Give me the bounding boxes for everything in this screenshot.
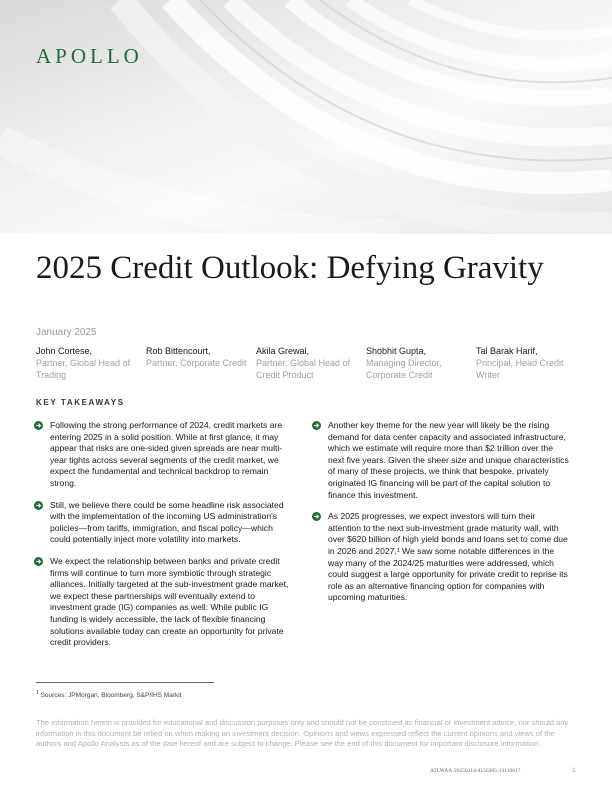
takeaway-item [312,511,570,604]
author-name: Tal Barak Harif, [476,346,538,356]
publication-date: January 2025 [36,327,97,338]
document-code: ATLWAA-20250114-4156305-13119617 [430,768,521,774]
abstract-waves-graphic [0,0,612,234]
author [476,345,584,381]
author-role: Principal, Head Credit Writer [476,358,564,380]
author-name: Shobhit Gupta, [366,346,427,356]
takeaway-item [34,500,292,546]
arrow-right-circle-icon [34,421,43,430]
page-number: 1 [572,768,576,774]
takeaway-text: Still, we believe there could be some headline risk associated with the implementation of the incoming US administration's policies—from tariffs, immigration, and fiscal policy—which could potentially inject more volatility into markets. [50,499,284,545]
arrow-right-circle-icon [312,421,321,430]
author-name: Rob Bittencourt, [146,346,211,356]
author-role: Managing Director, Corporate Credit [366,358,442,380]
takeaway-text: We expect the relationship between banks and private credit firms will continue to turn more symbiotic through strategic alliances. Initially targeted at the sub-investment grade market, we expect these partnerships will eventually extend to investment grade (IG) companies as well: While public IG funding is widely accessible, the lack of flexible financing solutions available today can create an opportunity for private credit providers. [50,555,289,648]
author-role: Partner, Global Head of Trading [36,358,131,380]
disclaimer: The information herein is provided for educational and discussion purposes only and should not be construed as financial or investment advice, nor should any information in this document be relied on when making an investment decision. Opinions and views expressed reflect the current opinions and views of the authors and Apollo Analysts as of the date hereof and are subject to change. Please see the end of this document for important disclosure information. [36,718,569,748]
takeaway-item [34,420,292,490]
author-name: Akila Grewal, [256,346,310,356]
arrow-right-circle-icon [312,512,321,521]
takeaways-right-column [312,420,570,614]
author [146,345,254,381]
footnote-text: Sources: JPMorgan, Bloomberg, S&P/IHS Markit [40,692,182,700]
footnote [36,690,181,699]
author-list [36,345,596,381]
page-title: 2025 Credit Outlook: Defying Gravity [36,250,544,286]
author [366,345,474,381]
footnote-divider [36,682,214,683]
apollo-logo: APOLLO [36,44,143,68]
section-heading: KEY TAKEAWAYS [36,398,125,407]
author [256,345,364,381]
hero-image [0,0,612,234]
author-name: John Cortese, [36,346,93,356]
takeaway-text: Following the strong performance of 2024, credit markets are entering 2025 in a solid position. While at first glance, it may appear that risks are one-sided given spreads are near multi-year tights across several segments of the credit market, we expect the fundamental and technical backdrop to remain strong. [50,420,283,488]
footnote-marker: 1 [36,690,39,696]
arrow-right-circle-icon [34,557,43,566]
author-role: Partner, Global Head of Credit Product [256,358,351,380]
takeaway-item [312,420,570,501]
arrow-right-circle-icon [34,501,43,510]
takeaway-text: As 2025 progresses, we expect investors will turn their attention to the next sub-investment grade maturity wall, with over $620 billion of high yield bonds and loans set to come due in 2026 and 2027.¹ We saw some notable differences in the way many of the 2024/25 maturities were addressed, which could suggest a large opportunity for private credit to reprise its role as an alternative financing option for companies with upcoming maturities. [328,511,568,603]
author-role: Partner, Corporate Credit [146,358,247,368]
takeaway-text: Another key theme for the new year will likely be the rising demand for data center capacity and associated infrastructure, which we estimate will require more than $2 trillion over the next five years. Given the sheer size and unique characteristics of many of these projects, we think that bespoke, privately originated IG financing will be part of the capital solution to finance this investment. [328,420,569,500]
takeaways-left-column [34,420,292,659]
takeaway-item [34,556,292,649]
author [36,345,144,381]
